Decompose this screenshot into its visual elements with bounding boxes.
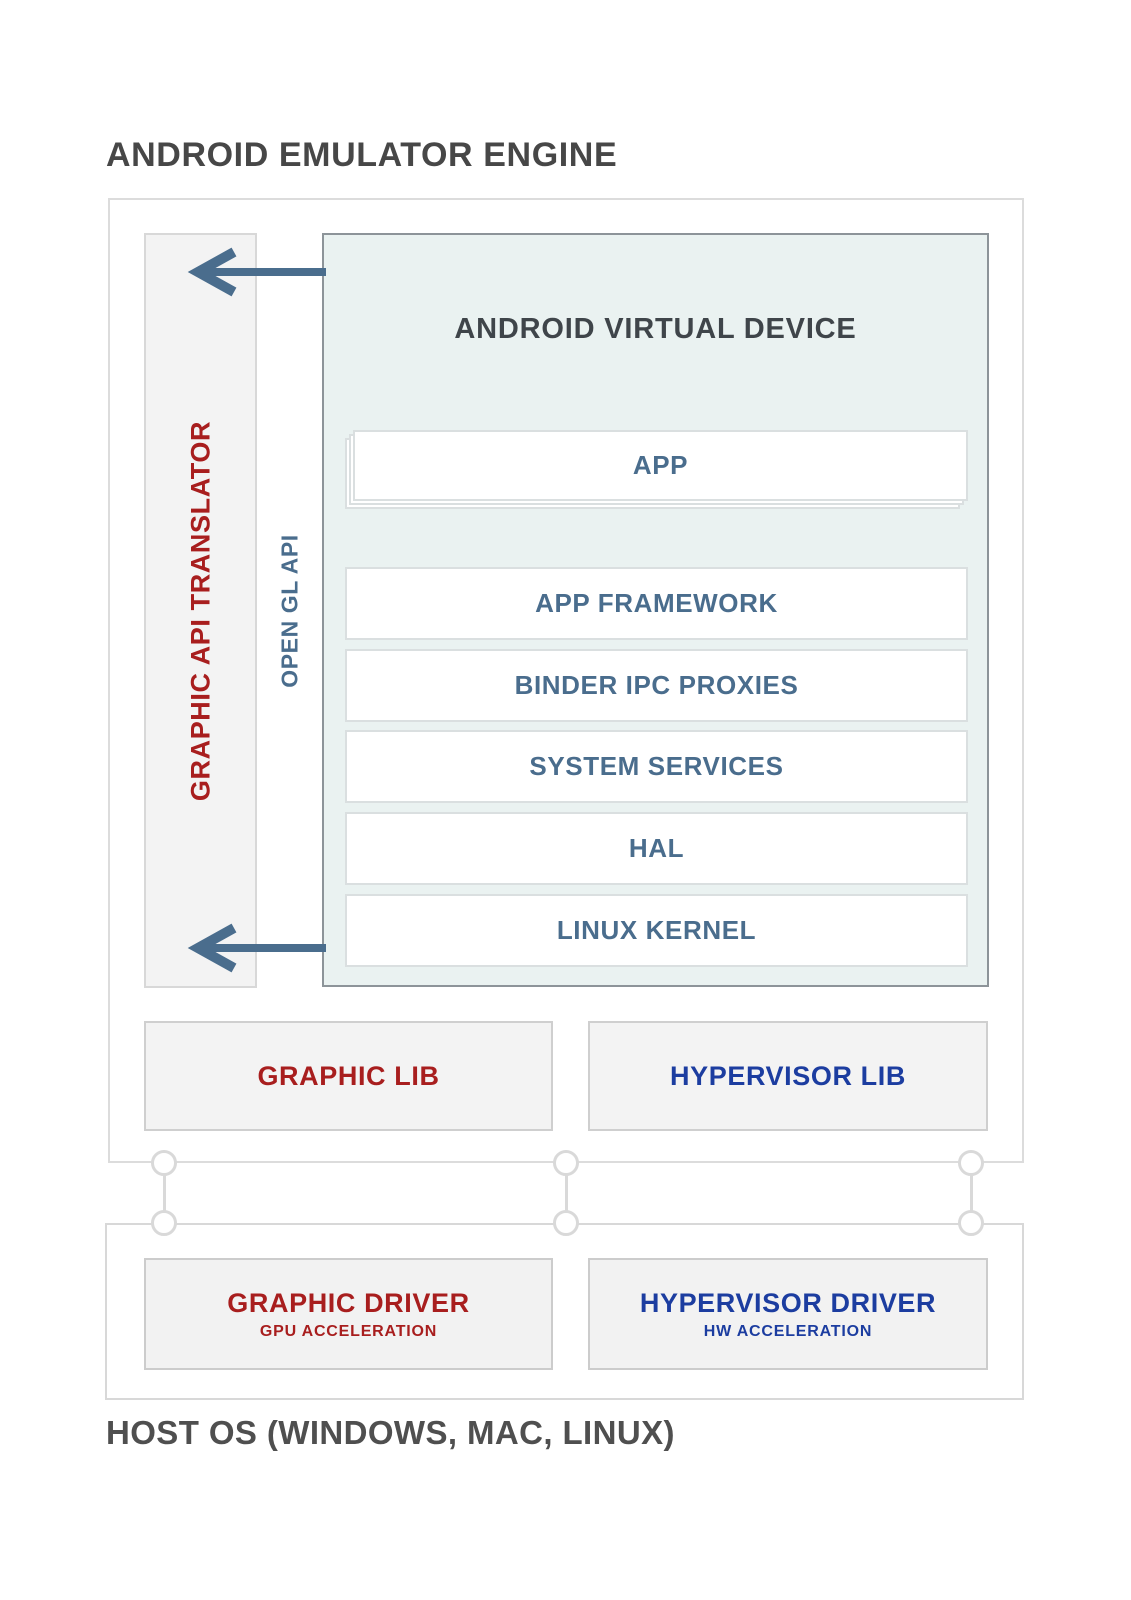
connector-node-icon	[958, 1210, 984, 1236]
connector-node-icon	[958, 1150, 984, 1176]
layer-system-services: SYSTEM SERVICES	[345, 730, 968, 803]
app-box: APP	[353, 430, 968, 501]
graphic-driver-title: GRAPHIC DRIVER	[227, 1287, 470, 1318]
graphic-lib-box: GRAPHIC LIB	[144, 1021, 553, 1131]
hypervisor-driver-subtitle: HW ACCELERATION	[703, 1322, 873, 1340]
graphic-driver-subtitle: GPU ACCELERATION	[259, 1322, 438, 1340]
hypervisor-lib-box: HYPERVISOR LIB	[588, 1021, 988, 1131]
layer-linux-kernel: LINUX KERNEL	[345, 894, 968, 967]
host-os-label: HOST OS (WINDOWS, MAC, LINUX)	[106, 1414, 675, 1451]
layer-binder-ipc-proxies: BINDER IPC PROXIES	[345, 649, 968, 722]
arrow-top-left-icon	[190, 246, 326, 298]
connector-node-icon	[151, 1210, 177, 1236]
graphic-driver-box	[144, 1258, 553, 1370]
layer-app-framework: APP FRAMEWORK	[345, 567, 968, 640]
android-virtual-device-box	[322, 233, 989, 987]
layer-hal: HAL	[345, 812, 968, 885]
page-title: ANDROID EMULATOR ENGINE	[106, 136, 618, 174]
hypervisor-driver-title: HYPERVISOR DRIVER	[639, 1287, 937, 1318]
connector-node-icon	[553, 1150, 579, 1176]
open-gl-api-label: OPEN GL API	[276, 533, 302, 688]
open-gl-api-column	[257, 233, 322, 988]
arrow-bottom-left-icon	[190, 922, 326, 974]
connector-node-icon	[553, 1210, 579, 1236]
graphic-api-translator-box	[144, 233, 257, 988]
hypervisor-driver-box	[588, 1258, 988, 1370]
connector-node-icon	[151, 1150, 177, 1176]
avd-title: ANDROID VIRTUAL DEVICE	[454, 313, 857, 345]
graphic-api-translator-label: GRAPHIC API TRANSLATOR	[185, 420, 215, 801]
